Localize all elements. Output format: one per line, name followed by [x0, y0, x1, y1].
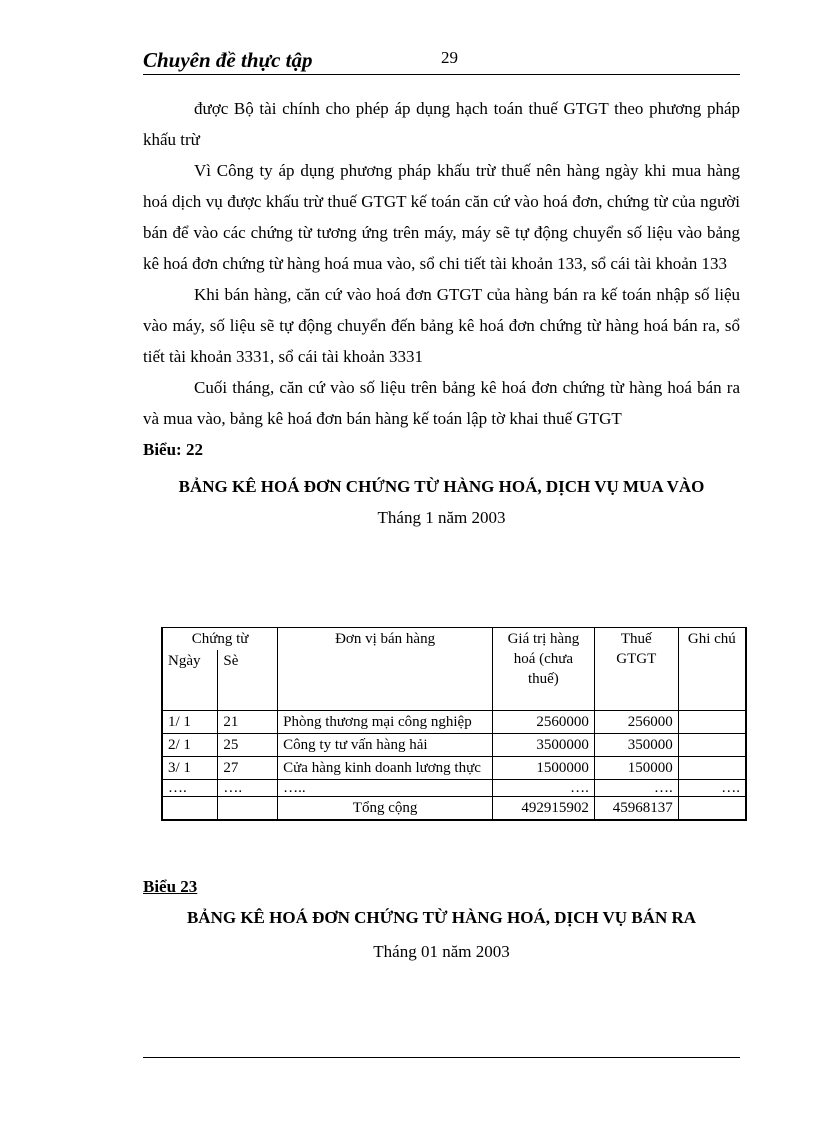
purchase-invoice-table: [161, 627, 747, 821]
cell-don-vi: …..: [278, 780, 493, 797]
cell-gia-tri: 1500000: [492, 757, 594, 780]
cell-thue: 150000: [594, 757, 678, 780]
cell-don-vi: Cửa hàng kinh doanh lương thực: [278, 757, 493, 780]
cell-gia-tri: ….: [492, 780, 594, 797]
footer-rule: [143, 1057, 740, 1058]
header-chung-tu: Chứng từ: [162, 628, 278, 651]
cell-thue: ….: [594, 780, 678, 797]
paragraph-2: Vì Công ty áp dụng phương pháp khấu trừ thuế nên hàng ngày khi mua hàng hoá dịch vụ được khấu trừ thuế GTGT kế toán căn cứ vào hoá đơn, chứng từ của người bán để vào các chứng từ tương ứng trên máy, máy sẽ tự động chuyển số liệu vào bảng kê hoá đơn chứng từ hàng hoá mua vào, sổ chi tiết tài khoản 133, sổ cái tài khoản 133: [143, 161, 740, 273]
cell-ghi-chu: [678, 711, 746, 734]
cell-ngay: 3/ 1: [162, 757, 218, 780]
paragraph-4: Cuối tháng, căn cứ vào số liệu trên bảng kê hoá đơn chứng từ hàng hoá bán ra và mua vào, bảng kê hoá đơn bán hàng kế toán lập tờ khai thuế GTGT: [143, 378, 740, 428]
header-gia-tri: Giá trị hàng hoá (chưa thuế): [492, 628, 594, 711]
header-so: Sè: [218, 650, 278, 711]
cell-empty: [678, 797, 746, 821]
cell-gia-tri: 2560000: [492, 711, 594, 734]
table-total-row: [162, 797, 746, 821]
cell-ghi-chu: [678, 734, 746, 757]
header-thue: Thuế GTGT: [594, 628, 678, 711]
cell-empty: [218, 797, 278, 821]
cell-ghi-chu: ….: [678, 780, 746, 797]
cell-so: 27: [218, 757, 278, 780]
header-ngay: Ngày: [162, 650, 218, 711]
cell-so: ….: [218, 780, 278, 797]
table-header-row-1: [162, 628, 746, 651]
table-row: [162, 757, 746, 780]
bieu23-month: Tháng 01 năm 2003: [373, 942, 510, 961]
table-row: [162, 711, 746, 734]
cell-ghi-chu: [678, 757, 746, 780]
cell-so: 21: [218, 711, 278, 734]
cell-ngay: 2/ 1: [162, 734, 218, 757]
cell-don-vi: Công ty tư vấn hàng hải: [278, 734, 493, 757]
page-header: [143, 46, 740, 75]
total-thue: 45968137: [594, 797, 678, 821]
header-ghi-chu: Ghi chú: [678, 628, 746, 711]
body-text: [143, 93, 740, 530]
cell-so: 25: [218, 734, 278, 757]
cell-thue: 350000: [594, 734, 678, 757]
total-gia-tri: 492915902: [492, 797, 594, 821]
cell-thue: 256000: [594, 711, 678, 734]
total-label: Tổng cộng: [278, 797, 493, 821]
bieu22-month: Tháng 1 năm 2003: [377, 508, 506, 527]
cell-don-vi: Phòng thương mại công nghiệp: [278, 711, 493, 734]
cell-empty: [162, 797, 218, 821]
cell-ngay: 1/ 1: [162, 711, 218, 734]
table-row: [162, 734, 746, 757]
paragraph-3: Khi bán hàng, căn cứ vào hoá đơn GTGT của hàng bán ra kế toán nhập số liệu vào máy, số liệu sẽ tự động chuyển đến bảng kê hoá đơn chứng từ hàng hoá bán ra, sổ tiết tài khoản 3331, sổ cái tài khoản 3331: [143, 285, 740, 366]
page-number: 29: [441, 48, 458, 67]
table-row: [162, 780, 746, 797]
cell-gia-tri: 3500000: [492, 734, 594, 757]
bieu22-title: BẢNG KÊ HOÁ ĐƠN CHỨNG TỪ HÀNG HOÁ, DỊCH VỤ MUA VÀO: [178, 477, 705, 496]
bieu22-label: Biểu: 22: [143, 440, 203, 459]
paragraph-1: được Bộ tài chính cho phép áp dụng hạch toán thuế GTGT theo phương pháp khấu trừ: [143, 99, 740, 149]
cell-ngay: ….: [162, 780, 218, 797]
bieu23-label: Biểu 23: [143, 877, 198, 896]
header-don-vi: Đơn vị bán hàng: [278, 628, 493, 711]
header-title: Chuyên đề thực tập: [143, 48, 313, 72]
bieu23-title: BẢNG KÊ HOÁ ĐƠN CHỨNG TỪ HÀNG HOÁ, DỊCH VỤ BÁN RA: [186, 908, 697, 927]
